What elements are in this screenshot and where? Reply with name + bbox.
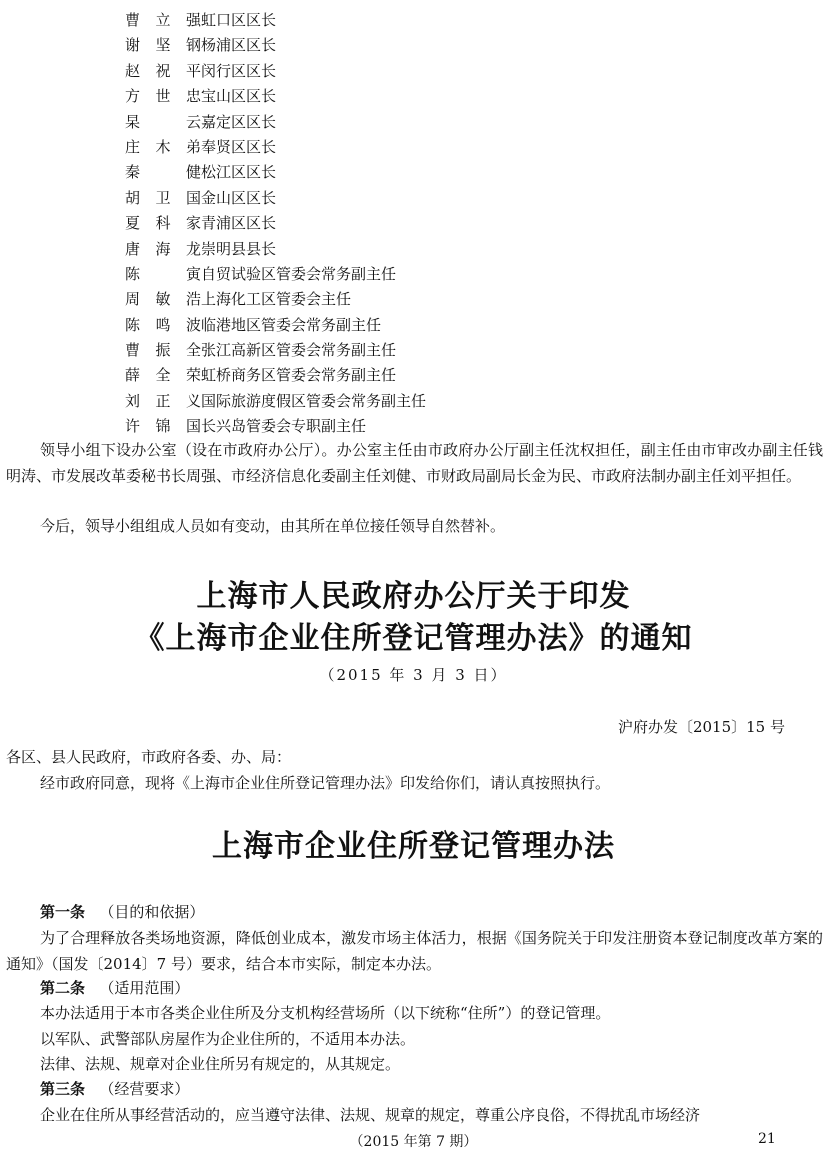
roster-title: 青浦区区长 xyxy=(201,214,277,233)
article1-header xyxy=(40,901,204,922)
roster-row xyxy=(125,186,426,211)
roster-title: 虹口区区长 xyxy=(201,11,277,29)
roster-title: 杨浦区区长 xyxy=(201,36,277,55)
roster-row xyxy=(125,414,426,439)
replacement-paragraph: 今后，领导小组组成人员如有变动，由其所在单位接任领导自然替补。 xyxy=(40,517,506,535)
roster-name: 许锦国 xyxy=(125,417,201,436)
roster-row xyxy=(125,33,426,58)
roster-name: 秦 健 xyxy=(125,163,201,182)
roster-row xyxy=(125,84,426,109)
roster-name: 庄木弟 xyxy=(125,137,201,156)
roster-row xyxy=(125,59,426,84)
roster-name: 赵祝平 xyxy=(125,61,201,80)
roster-name: 陈 寅 xyxy=(125,264,201,283)
roster-row xyxy=(125,135,426,160)
roster-row xyxy=(125,160,426,185)
roster-row xyxy=(125,237,426,262)
page-number: 21 xyxy=(758,1131,776,1147)
notice-date: （2015 年 3 月 3 日） xyxy=(319,666,508,684)
roster-name: 曹立强 xyxy=(125,11,201,29)
article3-header xyxy=(40,1078,189,1099)
article3-topic: （经营要求） xyxy=(99,1080,190,1098)
roster-name: 杲 云 xyxy=(125,112,201,131)
roster-row xyxy=(125,110,426,135)
roster-name: 方世忠 xyxy=(125,87,201,106)
roster-title: 闵行区区长 xyxy=(201,61,277,80)
roster-title: 嘉定区区长 xyxy=(201,112,277,131)
roster-title: 宝山区区长 xyxy=(201,87,277,106)
roster-name: 周敏浩 xyxy=(125,290,201,309)
roster-title: 崇明县县长 xyxy=(201,239,277,258)
roster-title: 奉贤区区长 xyxy=(201,137,277,156)
roster-row xyxy=(125,363,426,388)
roster-title: 临港地区管委会常务副主任 xyxy=(201,315,382,334)
roster-row xyxy=(125,211,426,236)
article1-heading: 第一条 xyxy=(40,903,86,921)
footer-issue: （2015 年第 7 期） xyxy=(349,1134,478,1150)
roster-title: 长兴岛管委会专职副主任 xyxy=(201,417,367,436)
article1-text: 为了合理释放各类场地资源，降低创业成本，激发市场主体活力，根据《国务院关于印发注册资本登记制度改革方案的通知》（国发〔2014〕7 号）要求，结合本市实际，制定本办法。 xyxy=(6,929,823,973)
office-paragraph: 领导小组下设办公室（设在市政府办公厅）。办公室主任由市政府办公厅副主任沈权担任，副主任由市审改办副主任钱明涛、市发展改革委秘书长周强、市经济信息化委副主任刘健、市财政局副局长金为民、市政府法制办副主任刘平担任。 xyxy=(6,441,823,485)
roster-name: 唐海龙 xyxy=(125,239,201,258)
notice-title-line1: 上海市人民政府办公厅关于印发 xyxy=(196,579,631,614)
roster-name: 陈鸣波 xyxy=(125,315,201,334)
roster-name: 曹振全 xyxy=(125,341,201,360)
roster-title: 自贸试验区管委会常务副主任 xyxy=(201,264,397,283)
article3-text: 企业在住所从事经营活动的，应当遵守法律、法规、规章的规定，尊重公序良俗，不得扰乱市场经济 xyxy=(40,1106,701,1124)
article2-heading: 第二条 xyxy=(40,979,86,997)
roster-title: 金山区区长 xyxy=(201,188,277,207)
notice-recipients: 各区、县人民政府，市政府各委、办、局： xyxy=(6,748,292,766)
article2-topic: （适用范围） xyxy=(99,979,190,997)
roster-title: 松江区区长 xyxy=(201,163,277,182)
roster-title: 虹桥商务区管委会常务副主任 xyxy=(201,366,397,385)
roster-row xyxy=(125,8,426,33)
article3-heading: 第三条 xyxy=(40,1080,86,1098)
notice-title-line2: 《上海市企业住所登记管理办法》的通知 xyxy=(134,621,693,656)
roster-row xyxy=(125,338,426,363)
article2-text1: 本办法适用于本市各类企业住所及分支机构经营场所（以下统称“住所”）的登记管理。 xyxy=(40,1004,611,1022)
measures-title: 上海市企业住所登记管理办法 xyxy=(212,829,615,864)
roster-row xyxy=(125,389,426,414)
roster-name: 谢坚钢 xyxy=(125,36,201,55)
doc-number: 沪府办发〔2015〕15 号 xyxy=(617,718,785,736)
article2-text2: 以军队、武警部队房屋作为企业住所的，不适用本办法。 xyxy=(40,1030,416,1048)
leader-roster xyxy=(125,8,426,440)
article2-header xyxy=(40,977,189,998)
roster-title: 张江高新区管委会常务副主任 xyxy=(201,341,397,360)
roster-name: 胡卫国 xyxy=(125,188,201,207)
notice-body: 经市政府同意，现将《上海市企业住所登记管理办法》印发给你们，请认真按照执行。 xyxy=(40,774,611,792)
roster-row xyxy=(125,313,426,338)
roster-name: 薛全荣 xyxy=(125,366,201,385)
roster-row xyxy=(125,262,426,287)
roster-name: 刘正义 xyxy=(125,391,201,410)
article2-text3: 法律、法规、规章对企业住所另有规定的，从其规定。 xyxy=(40,1055,401,1073)
article1-topic: （目的和依据） xyxy=(99,903,205,921)
roster-title: 上海化工区管委会主任 xyxy=(201,290,352,309)
roster-name: 夏科家 xyxy=(125,214,201,233)
roster-title: 国际旅游度假区管委会常务副主任 xyxy=(201,391,427,410)
roster-row xyxy=(125,287,426,312)
